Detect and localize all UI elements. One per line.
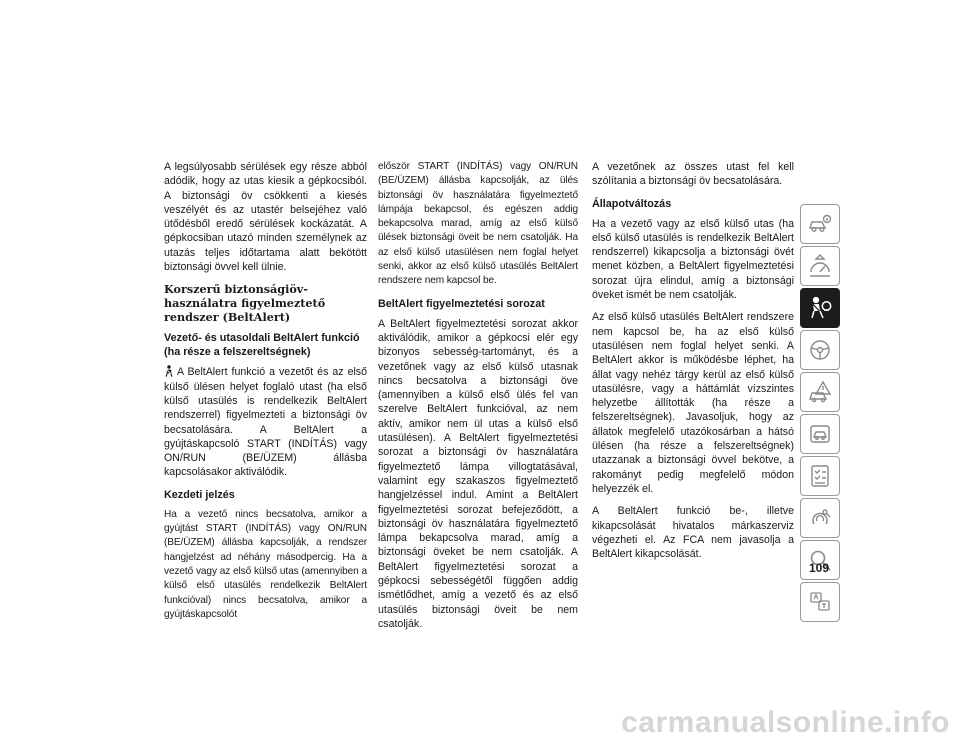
roadside-emergency-icon — [806, 378, 834, 406]
tab-service[interactable] — [800, 414, 840, 454]
tab-specifications[interactable] — [800, 456, 840, 496]
multimedia-icon — [806, 504, 834, 532]
specifications-list-icon — [806, 462, 834, 490]
tab-dashboard[interactable] — [800, 246, 840, 286]
tab-airbag-seatbelt[interactable] — [800, 288, 840, 328]
tab-car-info[interactable] — [800, 204, 840, 244]
tab-steering[interactable] — [800, 330, 840, 370]
status-change-heading: Állapotváltozás — [592, 197, 672, 210]
section-heading: Korszerű biztonságiöv-használatra figyelmeztető rendszer (BeltAlert) — [164, 282, 326, 325]
tab-multimedia[interactable] — [800, 498, 840, 538]
continuation-paragraph: először START (INDÍTÁS) vagy ON/RUN (BE/ÜZEM) állásba kapcsolják, az ülés biztonsági öv használatára figyelmeztető lámpája bekapcsol, és egészen addig bekapcsolva marad, amíg az első külső ülések biztonsági öveit be nem csatolják. Ha az első külső utasülésen nem foglal helyet senki, akkor az első külső utasülés BeltAlert rendszere nem kapcsol be. — [378, 161, 578, 287]
initial-warning-heading: Kezdeti jelzés — [164, 488, 235, 501]
dashboard-warning-icon — [806, 252, 834, 280]
beltalert-paragraph — [164, 365, 367, 479]
languages-icon — [806, 588, 834, 616]
service-car-icon — [806, 420, 834, 448]
text-column-2 — [378, 160, 578, 639]
watermark: carmanualsonline.info — [621, 706, 950, 739]
initial-warning-paragraph: Ha a vezető nincs becsatolva, amikor a gyújtást START (INDÍTÁS) vagy ON/RUN (BE/ÜZEM) állásba kapcsolják, a rendszer hangjelzést ad néhány másodpercig. Ha a vezető vagy az első külső utas (amennyiben a külső első utasülés rendelkezik BeltAlert funkcióval) nincs becsatolva, amikor a gyújtáskapcsolót — [164, 508, 367, 620]
sequence-paragraph: A BeltAlert figyelmeztetési sorozat akkor aktiválódik, amikor a gépkocsi elér egy bizonyos sebesség-tartományt, és a vezetőnek vagy az első külső utasnak nincs becsatolva a biztonsági öve (amennyiben a külső első ülés fel van szerelve BeltAlert funkcióval, az nem aktív, amikor nem ül utas a külső első utasülésen). A BeltAlert figyelmeztetési sorozat a biztonsági öv használatára figyelmeztető lámpa villogtatásával, valamint egy szakaszos figyelmeztető hangjelzéssel indul. Amint a BeltAlert figyelmeztetési sorozat befejeződött, a biztonsági öv használatára figyelmeztető lámpa bekapcsolva marad, amíg a biztonsági öveket be nem csatolják. A BeltAlert figyelmeztetési sorozat a gépkocsi sebességétől függően addig ismétlődhet, amíg a vezető és az első utasülés biztonsági öveit be nem csatolják. — [378, 317, 578, 630]
driver-duty-paragraph: A vezetőnek az összes utast fel kell szólítania a biztonsági öv becsatolására. — [592, 161, 794, 188]
sequence-heading: BeltAlert figyelmeztetési sorozat — [378, 297, 545, 310]
tab-emergency[interactable] — [800, 372, 840, 412]
seatbelt-icon — [164, 365, 174, 377]
text-column-1 — [164, 160, 367, 630]
steering-wheel-icon — [806, 336, 834, 364]
beltalert-subheading: Vezető- és utasoldali BeltAlert funkció (ha része a felszereltségnek) — [164, 332, 360, 359]
beltalert-paragraph-text: A BeltAlert funkció a vezetőt és az első külső ülésen helyet foglaló utast (ha első külső utasülés is rendelkezik BeltAlert rendszerrel) figyelmezteti a biztonsági öv becsatolására. A BeltAlert a gyújtáskapcsoló START (INDÍTÁS) vagy ON/RUN (BE/ÜZEM) állásba kapcsolásakor aktiválódik. — [164, 366, 367, 479]
intro-paragraph: A legsúlyosabb sérülések egy része abból adódik, hogy az utas kiesik a gépkocsiból. A biztonsági öv csökkenti a kiesés veszélyét és az utastér belsejéhez való ütődésből eredő sérülések kockázatát. A gépkocsiban utazó minden személynek az utazás teljes időtartama alatt bekötött biztonsági övvel kell ülnie. — [164, 161, 367, 274]
dealer-paragraph: A BeltAlert funkció be-, illetve kikapcsolását hivatalos márkaszerviz végezheti el. Az FCA nem javasolja a BeltAlert kikapcsolását. — [592, 505, 794, 561]
text-column-3 — [592, 160, 794, 569]
tab-languages[interactable] — [800, 582, 840, 622]
status-change-paragraph: Ha a vezető vagy az első külső utas (ha első külső utasülés is rendelkezik BeltAlert rendszerrel) kikapcsolja a biztonsági övét menet közben, a BeltAlert figyelmeztetési sorozat újra elindul, amíg a biztonsági öveket ismét be nem csatolják. — [592, 217, 794, 302]
car-info-icon — [806, 210, 834, 238]
page-number: 109 — [808, 561, 830, 575]
airbag-seatbelt-icon — [806, 294, 834, 322]
empty-seat-paragraph: Az első külső utasülés BeltAlert rendszere nem kapcsol be, ha az első külső utasülésen nem foglal helyet senki. A BeltAlert akkor is működésbe léphet, ha állat vagy nehéz tárgy kerül az első külső utasülésre, vagy a háttámlát vízszintes helyzetbe állították (ha része a felszereltségnek). Javasoljuk, hogy az állatok megfelelő utazókosárban a hátsó ülésen (ha része a felszereltségnek) utazzanak a biztonsági övvel bekötve, a rakományt pedig megfelelő módon helyezzék el. — [592, 311, 794, 495]
